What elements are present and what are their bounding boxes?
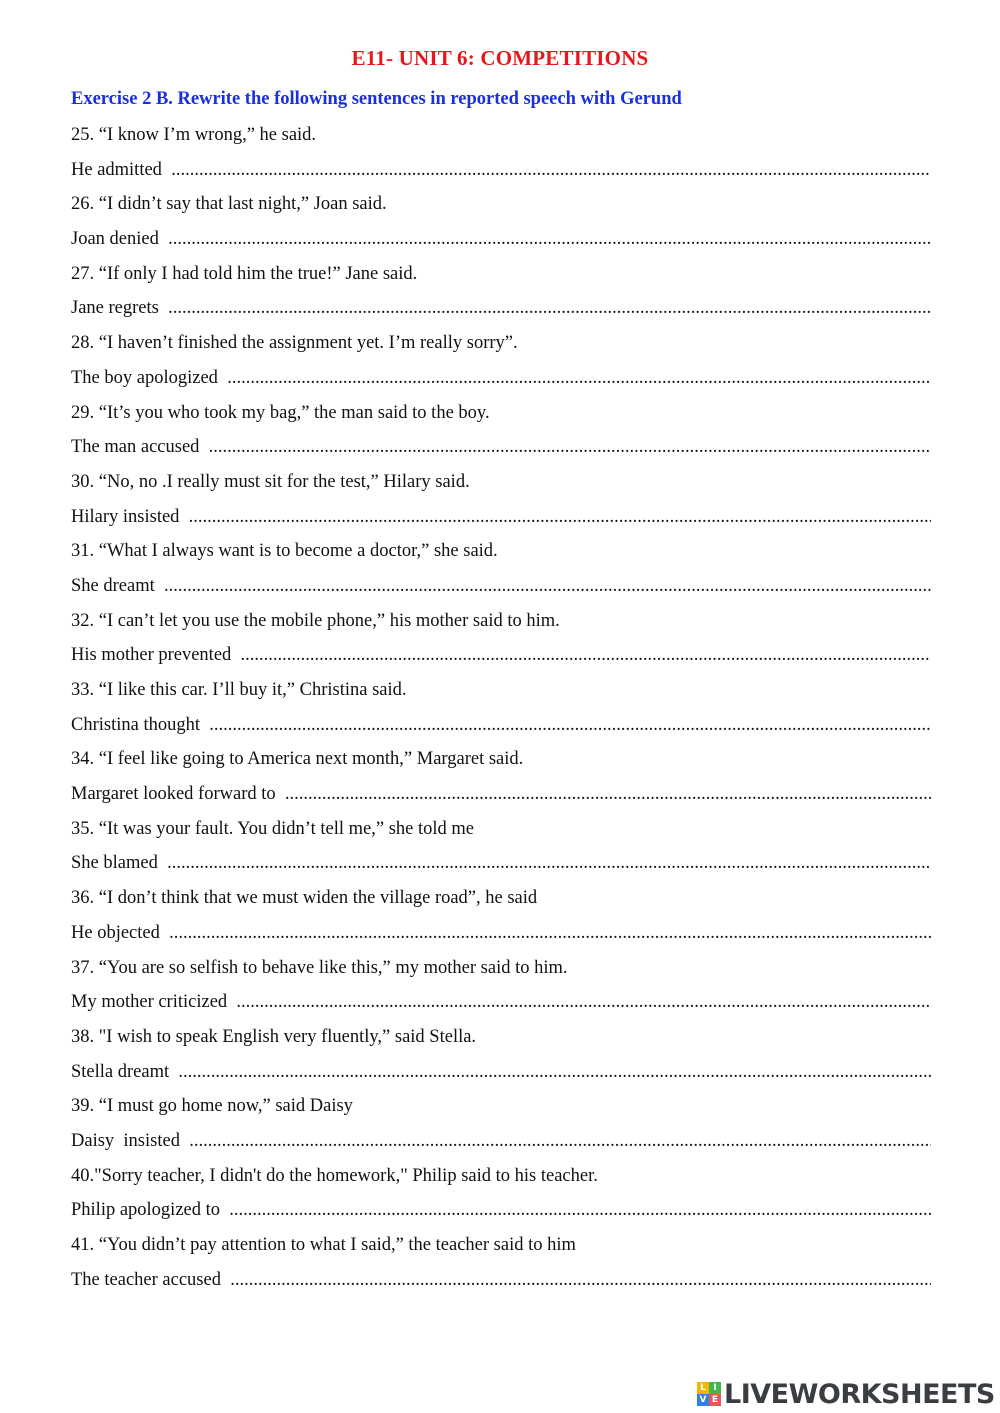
- answer-lead: My mother criticized: [71, 992, 232, 1013]
- exercise-heading: Exercise 2 B. Rewrite the following sentences in reported speech with Gerund: [71, 89, 682, 109]
- answer-line[interactable]: [71, 990, 931, 1025]
- answer-lead: He admitted: [71, 159, 167, 180]
- question-sentence: 38. "I wish to speak English very fluently,” said Stella.: [71, 1026, 477, 1047]
- answer-line[interactable]: [71, 1060, 931, 1095]
- liveworksheets-logo[interactable]: [697, 1377, 995, 1411]
- question-sentence: 33. “I like this car. I’ll buy it,” Christina said.: [71, 680, 407, 700]
- answer-line[interactable]: [71, 921, 931, 956]
- answer-lead: Philip apologized to: [71, 1200, 225, 1221]
- answer-line[interactable]: [71, 1198, 931, 1233]
- answer-line[interactable]: [71, 435, 931, 470]
- answer-line[interactable]: [71, 158, 931, 193]
- answer-blank[interactable]: [204, 435, 931, 459]
- answer-lead: Stella dreamt: [71, 1061, 174, 1082]
- answer-blank[interactable]: [232, 990, 931, 1014]
- answer-line[interactable]: [71, 296, 931, 331]
- brand-name: LIVEWORKSHEETS: [724, 1378, 995, 1410]
- answer-line[interactable]: [71, 227, 931, 262]
- answer-lead: His mother prevented: [71, 645, 236, 666]
- answer-lead: Christina thought: [71, 714, 205, 735]
- question-sentence: 40."Sorry teacher, I didn't do the homework," Philip said to his teacher.: [71, 1165, 598, 1186]
- liveworksheets-logo-icon: [697, 1382, 721, 1406]
- question-sentence: 29. “It’s you who took my bag,” the man said to the boy.: [71, 402, 490, 423]
- answer-line[interactable]: [71, 505, 931, 540]
- logo-letter: I: [709, 1382, 721, 1394]
- answer-line[interactable]: [71, 1268, 931, 1303]
- answer-lead: The man accused: [71, 437, 205, 458]
- page-title: E11- UNIT 6: COMPETITIONS: [351, 46, 649, 70]
- answer-line[interactable]: [71, 851, 931, 886]
- logo-letter: L: [697, 1382, 709, 1394]
- answer-line[interactable]: [71, 713, 931, 748]
- answer-lead: She dreamt: [71, 575, 160, 596]
- logo-letter: V: [697, 1394, 709, 1406]
- question-sentence: 39. “I must go home now,” said Daisy: [71, 1096, 353, 1117]
- answer-line[interactable]: [71, 574, 931, 609]
- answer-lead: Jane regrets: [71, 298, 164, 319]
- answer-lead: He objected: [71, 922, 165, 943]
- question-sentence: 27. “If only I had told him the true!” Jane said.: [71, 263, 418, 284]
- question-sentence: 30. “No, no .I really must sit for the test,” Hilary said.: [71, 471, 470, 492]
- answer-blank[interactable]: [226, 1268, 931, 1292]
- answer-blank[interactable]: [159, 574, 931, 598]
- answer-blank[interactable]: [280, 782, 931, 806]
- answer-blank[interactable]: [167, 158, 931, 182]
- logo-letter: E: [709, 1394, 721, 1406]
- answer-blank[interactable]: [184, 505, 931, 529]
- answer-lead: She blamed: [71, 853, 163, 874]
- question-sentence: 31. “What I always want is to become a doctor,” she said.: [71, 541, 498, 562]
- answer-lead: The boy apologized: [71, 367, 223, 388]
- answer-lead: Hilary insisted: [71, 506, 185, 527]
- answer-blank[interactable]: [225, 1198, 931, 1222]
- answer-blank[interactable]: [236, 643, 931, 667]
- answer-blank[interactable]: [223, 366, 931, 390]
- answer-blank[interactable]: [205, 713, 931, 737]
- answer-line[interactable]: [71, 782, 931, 817]
- answer-blank[interactable]: [162, 851, 931, 875]
- question-sentence: 32. “I can’t let you use the mobile phone,” his mother said to him.: [71, 610, 560, 631]
- answer-lead: Margaret looked forward to: [71, 784, 281, 805]
- answer-line[interactable]: [71, 643, 931, 678]
- answer-blank[interactable]: [174, 1060, 931, 1084]
- answer-lead: Daisy insisted: [71, 1130, 185, 1151]
- question-sentence: 35. “It was your fault. You didn’t tell me,” she told me: [71, 818, 475, 839]
- question-sentence: 37. “You are so selfish to behave like this,” my mother said to him.: [71, 957, 568, 978]
- question-sentence: 25. “I know I’m wrong,” he said.: [71, 125, 317, 145]
- answer-line[interactable]: [71, 366, 931, 401]
- answer-blank[interactable]: [163, 227, 931, 251]
- question-sentence: 36. “I don’t think that we must widen the village road”, he said: [71, 888, 538, 909]
- exercise-list: [71, 123, 933, 1302]
- question-sentence: 26. “I didn’t say that last night,” Joan said.: [71, 194, 387, 215]
- question-sentence: 28. “I haven’t finished the assignment yet. I’m really sorry”.: [71, 333, 518, 354]
- question-sentence: 41. “You didn’t pay attention to what I said,” the teacher said to him: [71, 1235, 576, 1255]
- answer-lead: The teacher accused: [71, 1269, 226, 1290]
- question-sentence: 34. “I feel like going to America next month,” Margaret said.: [71, 749, 524, 770]
- answer-blank[interactable]: [163, 296, 931, 320]
- answer-blank[interactable]: [165, 921, 932, 945]
- answer-blank[interactable]: [185, 1129, 931, 1153]
- answer-lead: Joan denied: [71, 229, 164, 250]
- answer-line[interactable]: [71, 1129, 931, 1164]
